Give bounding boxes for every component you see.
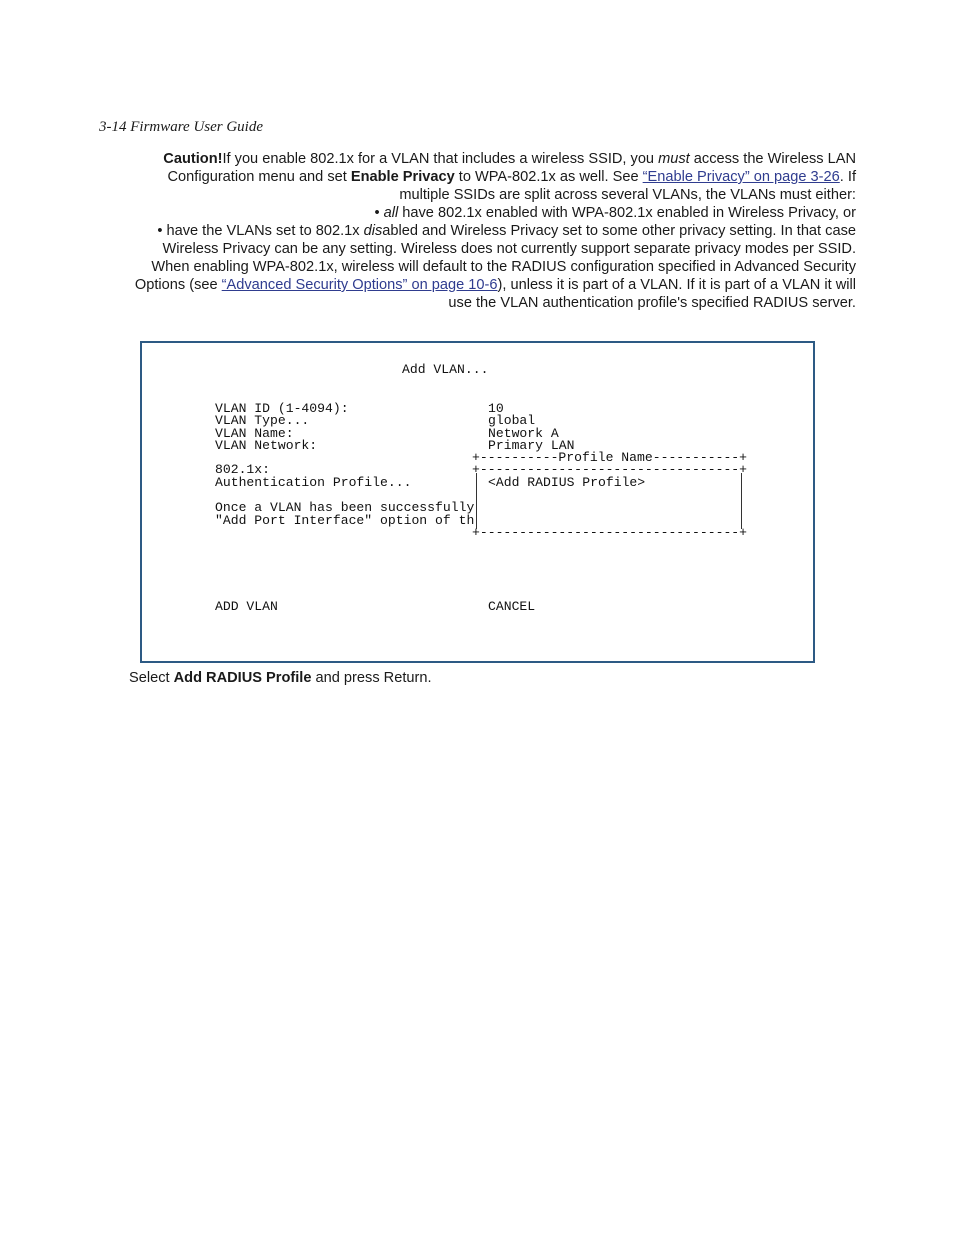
vlan-type-label: VLAN Type... <box>215 413 310 428</box>
vlan-name-label: VLAN Name: <box>215 426 294 441</box>
note-line-2: "Add Port Interface" option of th <box>215 513 475 528</box>
advanced-security-link[interactable]: “Advanced Security Options” on page 10-6 <box>221 277 498 293</box>
step-instruction: Select Add RADIUS Profile and press Return. <box>129 670 432 686</box>
add-vlan-button[interactable]: ADD VLAN <box>215 599 278 614</box>
caution-note <box>96 150 856 312</box>
caution-line-1: Caution!If you enable 802.1x for a VLAN that includes a wireless SSID, you must access the Wireless LAN <box>163 151 856 167</box>
vlan-id-label: VLAN ID (1-4094): <box>215 401 349 416</box>
profile-popup-top-border: +----------Profile Name-----------+ <box>472 450 748 465</box>
caution-line-9: use the VLAN authentication profile's specified RADIUS server. <box>448 295 856 311</box>
note-line-1: Once a VLAN has been successfully <box>215 500 475 515</box>
caution-bullet-2: • have the VLANs set to 802.1x disabled and Wireless Privacy set to some other privacy setting. In that case <box>157 223 856 239</box>
running-head: 3-14 Firmware User Guide <box>99 119 264 135</box>
cancel-button[interactable]: CANCEL <box>488 599 536 614</box>
profile-popup-left-border <box>476 473 477 529</box>
caution-line-6: Wireless Privacy can be any setting. Wireless does not currently support separate privacy modes per SSID. <box>162 241 856 257</box>
caution-line-3: multiple SSIDs are split across several VLANs, the VLANs must either: <box>399 187 856 203</box>
auth-profile-label: Authentication Profile... <box>215 475 412 490</box>
caution-line-2: Configuration menu and set Enable Privacy to WPA-802.1x as well. See “Enable Privacy” on page 3-26. If <box>167 169 856 185</box>
caution-label: Caution! <box>163 151 223 167</box>
profile-popup-right-border <box>741 473 742 529</box>
profile-popup-bottom-border: +---------------------------------+ <box>472 525 748 540</box>
vlan-network-value[interactable]: Primary LAN <box>488 438 575 453</box>
caution-line-8: Options (see “Advanced Security Options” on page 10-6), unless it is part of a VLAN. If it is part of a VLAN it will <box>134 277 856 293</box>
terminal-screen <box>140 341 815 663</box>
add-radius-profile-item[interactable]: <Add RADIUS Profile> <box>488 475 646 490</box>
enable-privacy-link[interactable]: “Enable Privacy” on page 3-26 <box>642 169 840 185</box>
vlan-id-value[interactable]: 10 <box>488 401 504 416</box>
profile-popup-separator: +---------------------------------+ <box>472 462 748 477</box>
vlan-name-value[interactable]: Network A <box>488 426 559 441</box>
vlan-type-value[interactable]: global <box>488 413 536 428</box>
terminal-title: Add VLAN... <box>402 362 489 377</box>
vlan-network-label: VLAN Network: <box>215 438 318 453</box>
caution-bullet-1: • all have 802.1x enabled with WPA-802.1x enabled in Wireless Privacy, or <box>374 205 856 221</box>
caution-line-7: When enabling WPA-802.1x, wireless will default to the RADIUS configuration specified in Advanced Security <box>151 259 856 275</box>
section-802-1x-label: 802.1x: <box>215 462 271 477</box>
